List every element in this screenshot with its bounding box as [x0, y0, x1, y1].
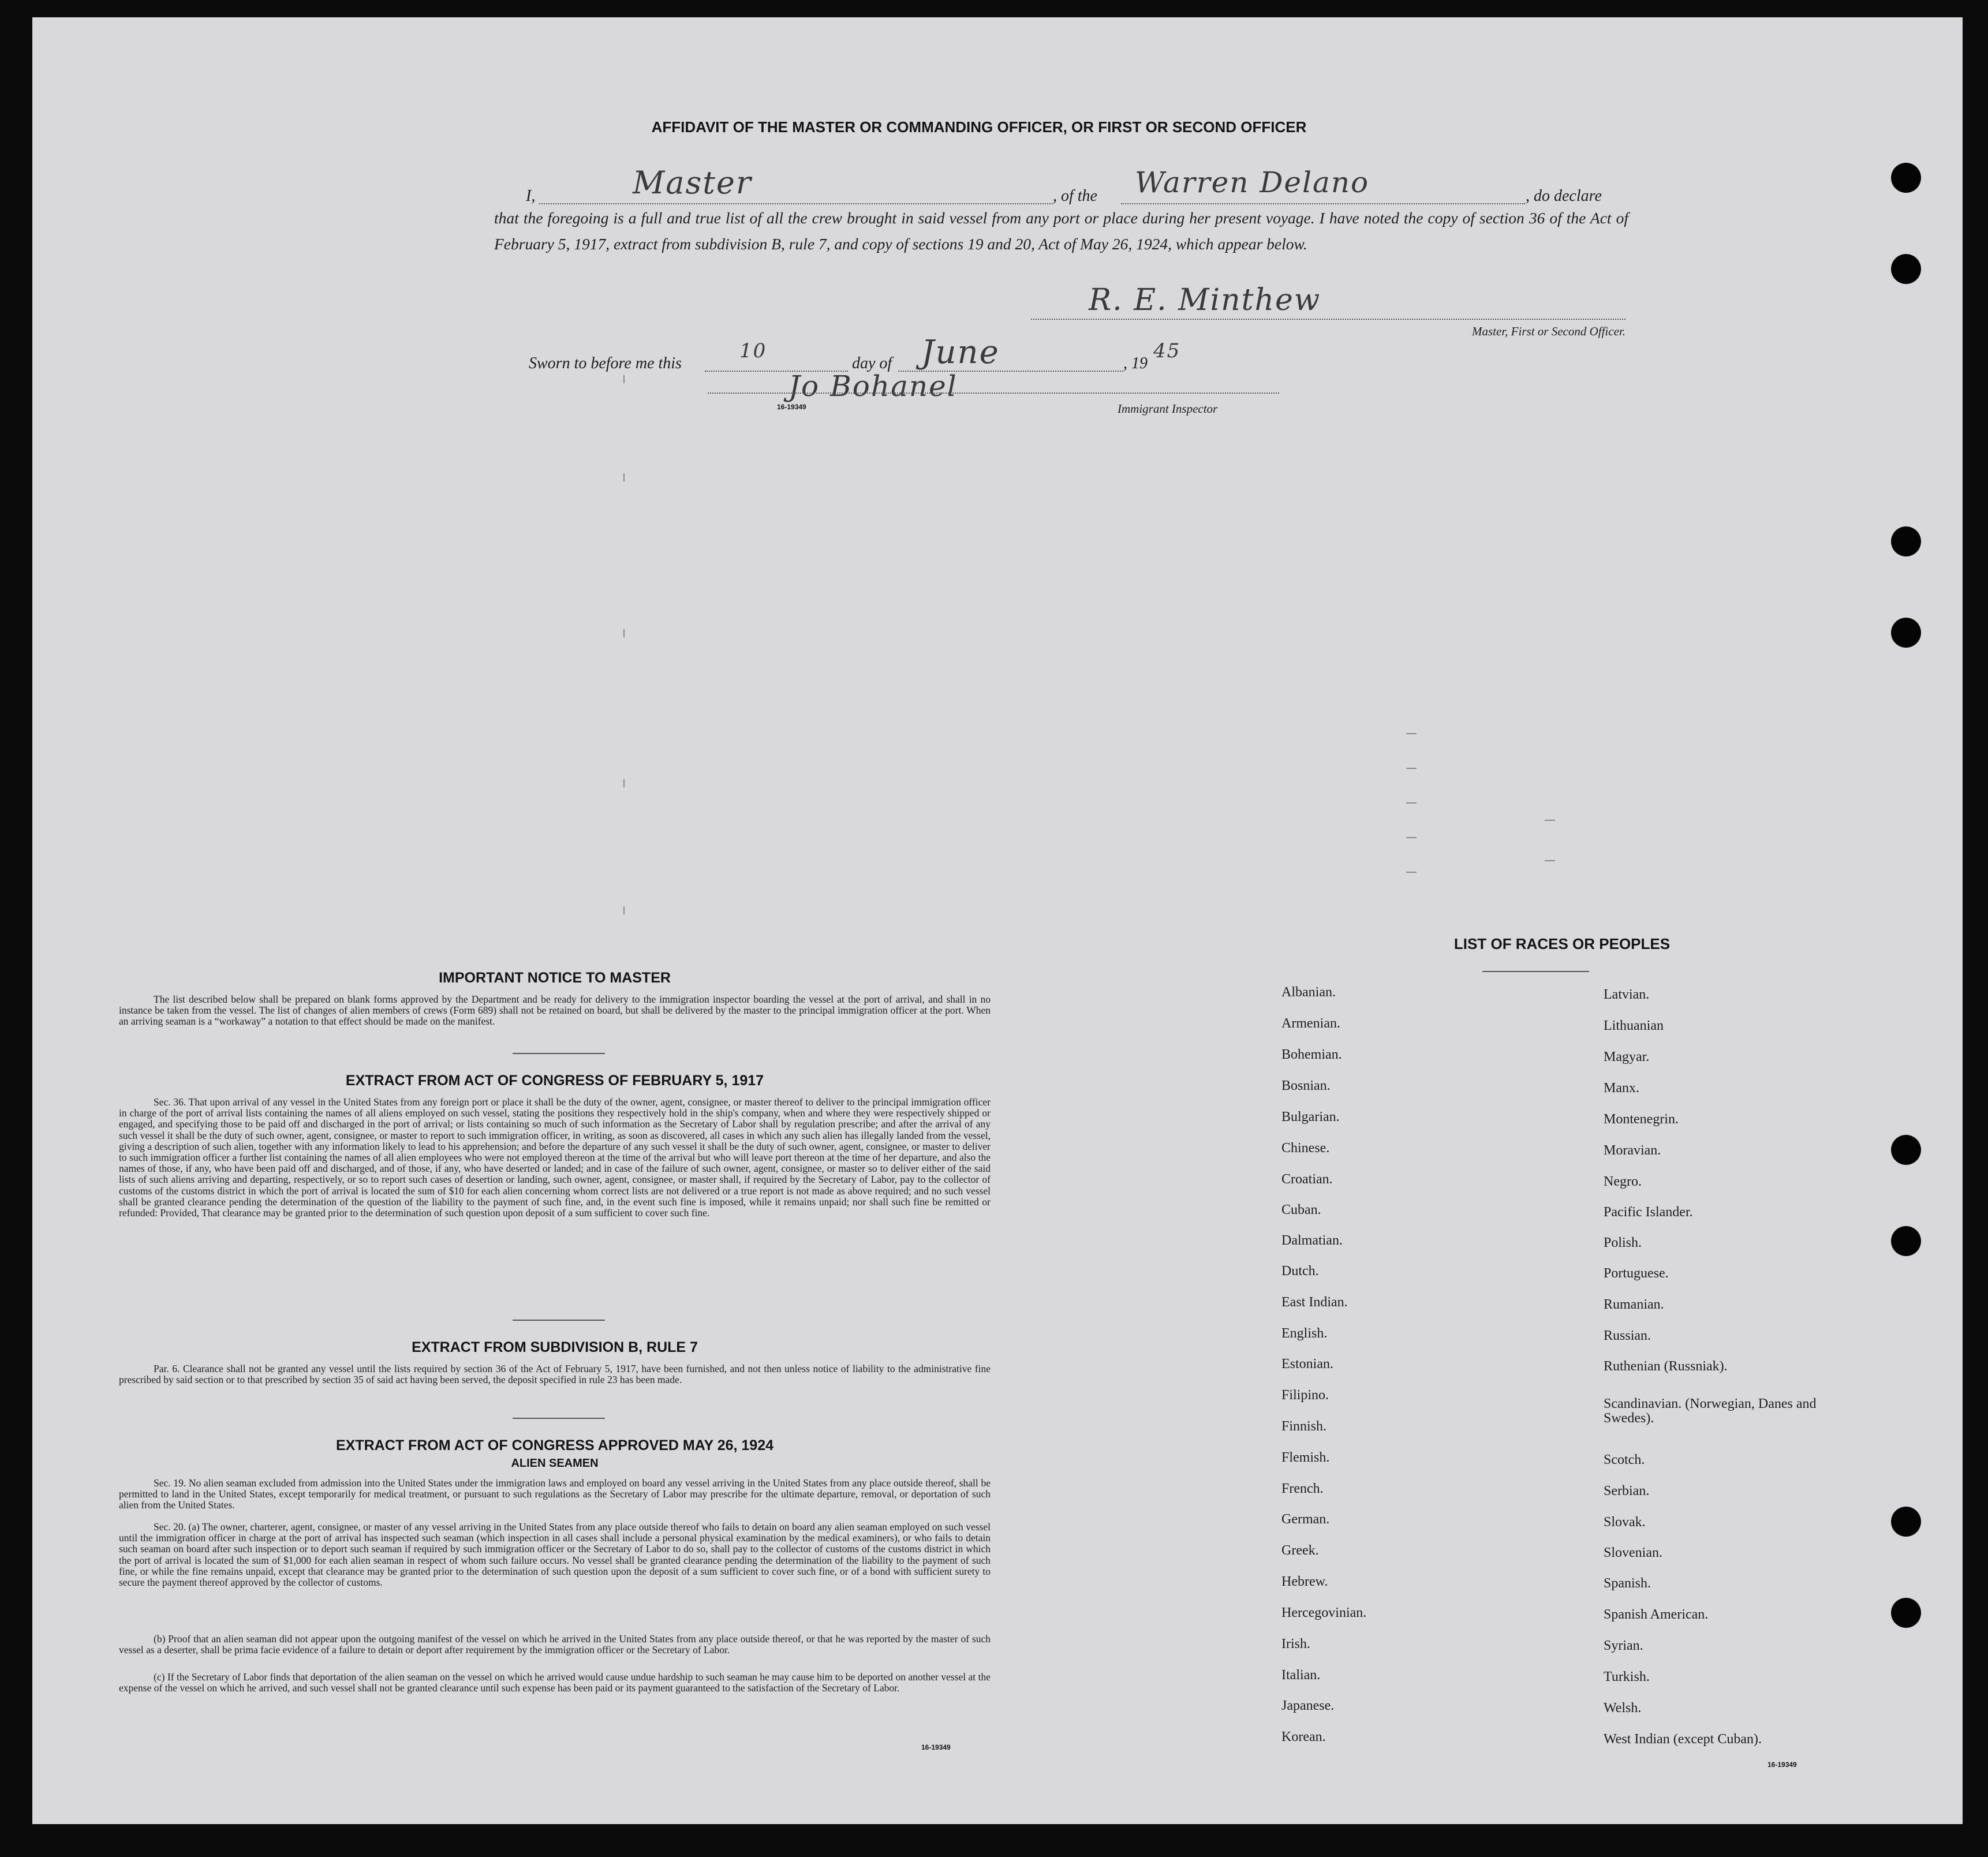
race-item: Scandinavian. (Norwegian, Danes and Swedes). [1604, 1396, 1817, 1426]
race-item: Flemish. [1281, 1450, 1330, 1465]
inspector-caption: Immigrant Inspector [1118, 402, 1218, 416]
race-item: Italian. [1281, 1668, 1321, 1683]
race-item: Polish. [1604, 1235, 1642, 1250]
scan-mark [623, 629, 625, 637]
do-declare-label: , do declare [1526, 187, 1602, 205]
extract-form-number: 16-19349 [921, 1743, 951, 1751]
race-item: East Indian. [1281, 1295, 1348, 1310]
race-item: West Indian (except Cuban). [1604, 1732, 1762, 1747]
officer-underline [539, 203, 1053, 204]
race-item: Russian. [1604, 1328, 1651, 1343]
punch-hole [1891, 163, 1921, 193]
race-item: Magyar. [1604, 1049, 1650, 1064]
signature-underline [1031, 319, 1625, 320]
race-item: Hercegovinian. [1281, 1605, 1367, 1620]
extract-1917-text: Sec. 36. That upon arrival of any vessel in the United States from any foreign port or place it shall be the duty of the owner, agent, consignee, or master thereof to deliver to the principal immigration officer in charge of the port of arrival lists containing the names of all aliens employed on such vessel, stating the positions they respectively hold in the ship's company, when and where they were respectively shipped or engaged, and specifying those to be paid off and discharged in the port of arrival; or lists containing so much of such information as the Secretary of Labor shall by regulation prescribe; and after the arrival of any such vessel it shall be the duty of such owner, agent, consignee, or master to report to such immigration officer, in writing, as soon as discovered, all cases in which any such alien has illegally landed from the vessel, giving a description of such alien, together with any information likely to lead to his apprehension; and before the departure of any such vessel it shall be the duty of such owner, agent, consignee, or master to deliver to such immigration officer a further list containing the names of all alien employees who were not employed thereon at the time of the arrival but who will leave port thereon at the time of her departure, and also the names of those, if any, who have been paid off and discharged, and of those, if any, who have deserted or landed; and in case of the failure of such owner, agent, consignee, or master so to deliver either of the said lists of such aliens arriving and departing, respectively, or so to report such cases of desertion or landing, such owner, agent, consignee, or master shall, if required by the Secretary of Labor, pay to the collector of customs of the customs district in which the port of arrival is located the sum of $10 for each alien concerning whom correct lists are not delivered or a true report is not made as above required; and no such vessel shall be granted clearance pending the determination of the question of the liability to the payment of such fine, and, in the event such fine is imposed, while it remains unpaid; nor shall such fine be remitted or refunded: Provided, That clearance may be granted prior to the determination of such question upon deposit of a sum sufficient to cover such fine. [119, 1096, 991, 1219]
race-item: Filipino. [1281, 1388, 1329, 1403]
punch-hole [1891, 526, 1921, 556]
year-prefix: , 19 [1123, 354, 1148, 372]
race-item: Latvian. [1604, 987, 1650, 1002]
race-item: Bohemian. [1281, 1047, 1342, 1062]
sec-20c-text: (c) If the Secretary of Labor finds that deportation of the alien seaman on the vessel on which he arrived would cause undue hardship to such seaman he may cause him to be deported on another vessel at the expense of the vessel on which he arrived, and such vessel shall not be granted clearance until such expense has been paid or its payment guaranteed to the satisfaction of the Secretary of Labor. [119, 1671, 991, 1694]
month-handwritten: June [921, 334, 1000, 371]
divider [513, 1320, 605, 1321]
race-item: English. [1281, 1326, 1328, 1341]
document-page [32, 17, 1963, 1824]
notice-title: IMPORTANT NOTICE TO MASTER [439, 970, 671, 986]
punch-hole [1891, 254, 1921, 284]
day-of-label: day of [852, 354, 892, 372]
extract-1924-subtitle: ALIEN SEAMEN [511, 1457, 599, 1470]
race-item: Ruthenian (Russniak). [1604, 1359, 1728, 1374]
scan-mark [623, 779, 625, 787]
punch-hole [1891, 1598, 1921, 1628]
punch-hole [1891, 1507, 1921, 1537]
officer-handwritten: Master [633, 165, 752, 201]
day-handwritten: 10 [739, 339, 767, 363]
race-item: Japanese. [1281, 1698, 1335, 1713]
race-item: Korean. [1281, 1729, 1326, 1744]
race-item: Estonian. [1281, 1357, 1333, 1372]
race-item: Dutch. [1281, 1264, 1319, 1279]
race-item: Turkish. [1604, 1669, 1650, 1684]
race-item: German. [1281, 1512, 1330, 1527]
race-item: Manx. [1604, 1081, 1639, 1096]
scan-mark [1545, 820, 1555, 821]
extract-1924-title: EXTRACT FROM ACT OF CONGRESS APPROVED MAY 26, 1924 [335, 1437, 774, 1454]
divider [513, 1418, 605, 1419]
race-item: Syrian. [1604, 1638, 1643, 1653]
race-item: Spanish American. [1604, 1607, 1709, 1622]
inspector-signature: Jo Bohanel [789, 369, 958, 403]
race-item: Slovenian. [1604, 1545, 1662, 1560]
race-item: Lithuanian [1604, 1018, 1664, 1033]
scan-mark [1406, 768, 1417, 769]
master-signature: R. E. Minthew [1089, 283, 1321, 317]
race-item: Cuban. [1281, 1202, 1321, 1217]
race-item: Irish. [1281, 1636, 1310, 1652]
race-item: Croatian. [1281, 1172, 1333, 1187]
signature-caption: Master, First or Second Officer. [1472, 324, 1625, 338]
race-item: Spanish. [1604, 1576, 1651, 1591]
sec-20b-text: (b) Proof that an alien seaman did not appear upon the outgoing manifest of the vessel on which he arrived in the United States from any place outside thereof, or that he was reported by the master of such vessel as a deserter, shall be prima facie evidence of a failure to detain or deport after requirement by the immigration officer or the Secretary of Labor. [119, 1633, 991, 1656]
race-item: Albanian. [1281, 985, 1336, 1000]
scan-mark [1545, 860, 1555, 861]
race-item: Pacific Islander. [1604, 1205, 1693, 1220]
race-item: Bosnian. [1281, 1078, 1331, 1093]
vessel-underline [1121, 203, 1525, 204]
race-item: Armenian. [1281, 1016, 1340, 1031]
notice-text: The list described below shall be prepared on blank forms approved by the Department and be ready for delivery to the immigration inspector boarding the vessel at the port of arrival, and shall in no instance be taken from the vessel. The list of changes of alien members of crews (Form 689) shall not be retained on board, but shall be delivered by the master to the principal immigration officer at the port. When an arriving seaman is a “workaway” a notation to that effect should be made on the manifest. [119, 993, 991, 1027]
officer-line [494, 165, 1625, 205]
inspector-underline [708, 393, 1279, 394]
sworn-label: Sworn to before me this [529, 354, 682, 372]
punch-hole [1891, 1226, 1921, 1256]
race-item: Rumanian. [1604, 1297, 1664, 1312]
race-item: Chinese. [1281, 1141, 1330, 1156]
rule-7-title: EXTRACT FROM SUBDIVISION B, RULE 7 [412, 1339, 698, 1355]
race-item: French. [1281, 1481, 1324, 1496]
race-item: Greek. [1281, 1543, 1319, 1558]
scan-mark [623, 375, 625, 383]
sec-20a-text: Sec. 20. (a) The owner, charterer, agent, consignee, or master of any vessel arriving in the United States from any place outside thereof who fails to detain on board any alien seaman employed on such vessel until the immigration officer in charge at the port of arrival has inspected such seaman (which inspection in all cases shall include a personal physical examination by the medical examiners), or who fails to detain such seaman on board after such inspection or to deport such seaman if required by such immigration officer or the Secretary of Labor to do so, shall pay to the collector of customs of the customs district in which the port of arrival is located the sum of $1,000 for each alien seaman in respect of whom such failure occurs. No vessel shall be granted clearance pending the determination of the liability to the payment of such fine, or while the fine remains unpaid, except that clearance may be granted prior to the determination of such question upon the deposit of a sum sufficient to cover such fine, or of a bond with sufficient surety to secure the payment thereof approved by the collector of customs. [119, 1521, 991, 1589]
race-item: Scotch. [1604, 1452, 1645, 1467]
scan-mark [1406, 837, 1417, 838]
divider [1482, 971, 1589, 972]
race-item: Hebrew. [1281, 1574, 1328, 1589]
race-item: Montenegrin. [1604, 1112, 1679, 1127]
race-item: Moravian. [1604, 1143, 1661, 1158]
races-form-number: 16-19349 [1767, 1761, 1797, 1769]
scan-mark [1406, 802, 1417, 804]
divider [513, 1053, 605, 1054]
race-item: Portuguese. [1604, 1266, 1669, 1281]
race-item: Bulgarian. [1281, 1109, 1340, 1124]
race-item: Negro. [1604, 1174, 1642, 1189]
race-item: Finnish. [1281, 1419, 1327, 1434]
punch-hole [1891, 1135, 1921, 1165]
affidavit-title: AFFIDAVIT OF THE MASTER OR COMMANDING OFFICER, OR FIRST OR SECOND OFFICER [651, 118, 1307, 136]
extract-1917-title: EXTRACT FROM ACT OF CONGRESS OF FEBRUARY 5, 1917 [345, 1073, 764, 1089]
affidavit-form-number: 16-19349 [777, 403, 806, 411]
scan-mark [1406, 733, 1417, 734]
scan-mark [623, 906, 625, 914]
race-item: Slovak. [1604, 1515, 1646, 1530]
affidavit-body: that the foregoing is a full and true list of all the crew brought in said vessel from any port or place during her present voyage. I have noted the copy of section 36 of the Act of February 5, 1917, extract from subdivision B, rule 7, and copy of sections 19 and 20, Act of May 26, 1924, which appear below. [494, 209, 1628, 253]
punch-hole [1891, 618, 1921, 648]
scan-mark [1406, 872, 1417, 873]
i-label: I, [526, 187, 536, 205]
of-the-label: , of the [1053, 187, 1097, 205]
race-item: Serbian. [1604, 1484, 1650, 1499]
races-title: LIST OF RACES OR PEOPLES [1453, 935, 1671, 952]
sec-19-text: Sec. 19. No alien seaman excluded from admission into the United States under the immigration laws and employed on board any vessel arriving in the United States from any place outside thereof, shall be permitted to land in the United States, except temporarily for medical treatment, or pursuant to such regulations as the Secretary of Labor may prescribe for the ultimate departure, removal, or deportation of such alien from the United States. [119, 1477, 991, 1511]
race-item: Welsh. [1604, 1701, 1642, 1716]
vessel-handwritten: Warren Delano [1135, 166, 1370, 199]
race-item: Dalmatian. [1281, 1233, 1343, 1248]
scan-mark [623, 473, 625, 481]
year-handwritten: 45 [1153, 339, 1181, 363]
rule-7-text: Par. 6. Clearance shall not be granted any vessel until the lists required by section 36 of the Act of February 5, 1917, have been furnished, and not then unless notice of liability to the administrative fine prescribed by said section or to that prescribed by section 35 of said act having been served, the deposit specified in rule 23 has been made. [119, 1363, 991, 1386]
